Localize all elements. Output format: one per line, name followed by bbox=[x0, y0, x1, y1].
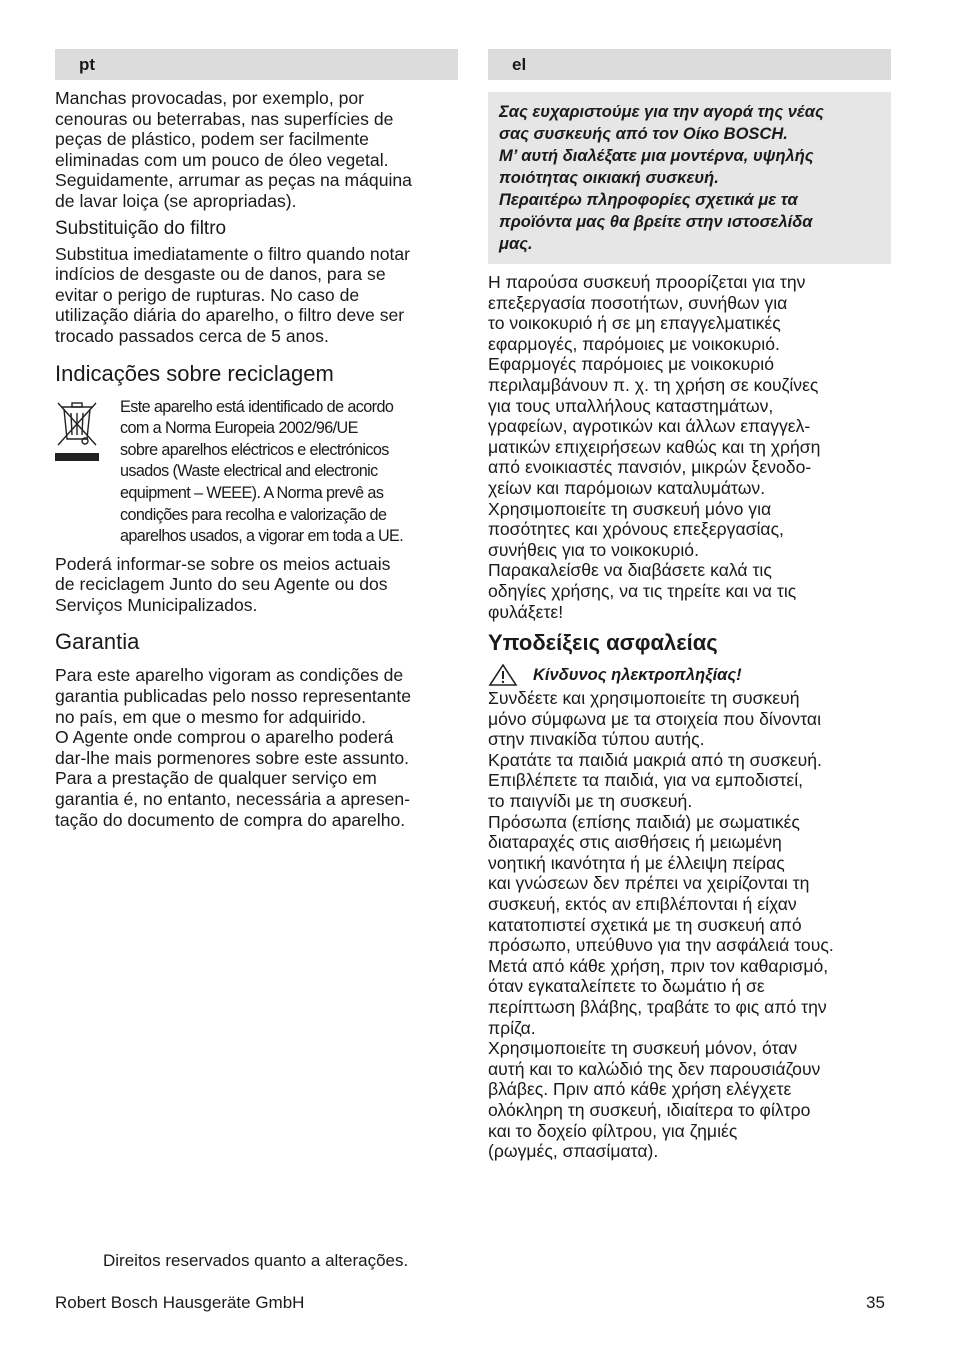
safety-heading: Υποδείξεις ασφαλείας bbox=[488, 630, 718, 656]
warning-triangle-icon bbox=[488, 664, 518, 686]
warning-label: Κίνδυνος ηλεκτροπληξίας! bbox=[533, 665, 742, 684]
stains-paragraph: Manchas provocadas, por exemplo, por cenouras ou beterrabas, nas superfícies de peças de plástico, podem ser facilmente eliminadas com um pouco de óleo vegetal. Seguidamente, arrumar as peças na máquina de lavar loiça (se apropriadas). bbox=[55, 88, 412, 211]
left-column bbox=[55, 49, 458, 830]
language-tab-pt: pt bbox=[55, 49, 458, 80]
electric-shock-warning bbox=[488, 664, 891, 686]
warranty-heading: Garantia bbox=[55, 629, 140, 655]
warranty-paragraph: Para este aparelho vigoram as condições de garantia publicadas pelo nosso representante no país, em que o mesmo for adquirido. O Agente onde comprou o aparelho poderá dar-lhe mais pormenores sobre este assunto. Para a prestação de qualquer serviço em garantia é, no entanto, necessária a apresen- tação do documento de compra do aparelho. bbox=[55, 665, 412, 830]
weee-notice bbox=[55, 397, 458, 548]
usage-paragraph: Η παρούσα συσκευή προορίζεται για την επεξεργασία ποσοτήτων, συνήθων για το νοικοκυριό ή σε μη επαγγελματικές εφαρμογές, παρόμοιες με νοικοκυριό. Εφαρμογές παρόμοιες με νοικοκυριό περιλαμβάνουν π. χ. τη χρήση σε κουζίνες για τους υπαλλήλους καταστημάτων, γραφείων, αγροτικών και άλλων επαγγελ- ματικών επιχειρήσεων καθώς και τη χρήση από ενοικιαστές πανσιόν, μικρών ξενοδο- χείων και παρόμοιων καταλυμάτων. Χρησιμοποιείτε τη συσκευή μόνο για ποσότητες και χρόνους επεξεργασίας, συνήθεις για το νοικοκυριό. Παρακαλείσθε να διαβάσετε καλά τις οδηγίες χρήσης, να τις τηρείτε και να τις φυλάξετε! bbox=[488, 272, 821, 622]
safety-paragraph: Συνδέετε και χρησιμοποιείτε τη συσκευή μόνο σύμφωνα με τα στοιχεία που δίνονται στην πινακίδα τύπου αυτής. Κρατάτε τα παιδιά μακριά από τη συσκευή. Επιβλέπετε τα παιδιά, για να εμποδιστεί, το παιγνίδι με τη συσκευή. Πρόσωπα (επίσης παιδιά) με σωματικές διαταραχές στις αισθήσεις ή μειωμένη νοητική ικανότητα ή με έλλειψη πείρας και γνώσεων δεν πρέπει να χειρίζονται τη συσκευή, εκτός αν επιβλέπονται ή είχαν κατατοπιστεί σχετικά με τη συσκευή από πρόσωπο, υπεύθυνο για την ασφάλειά τους. Μετά από κάθε χρήση, πριν τον καθαρισμό, όταν εγκαταλείπετε το δωμάτιο ή σε περίπτωση βλάβης, τραβάτε το φις από την πρίζα. Χρησιμοποιείτε τη συσκευή μόνον, όταν αυτή και το καλώδιό της δεν παρουσιάζουν βλάβες. Πριν από κάθε χρήση ελέγχετε ολόκληρη τη συσκευή, ιδιαίτερα το φίλτρο και το δοχείο φίλτρου, για ζημιές (ρωγμές, σπασίματα). bbox=[488, 688, 834, 1162]
right-column bbox=[488, 49, 891, 1162]
page-number: 35 bbox=[866, 1293, 885, 1312]
filter-heading: Substituição do filtro bbox=[55, 217, 227, 239]
recycling-info-paragraph: Poderá informar-se sobre os meios actuais de reciclagem Junto do seu Agente ou dos Serviços Municipalizados. bbox=[55, 553, 391, 615]
weee-paragraph: Este aparelho está identificado de acordo com a Norma Europeia 2002/96/UE sobre aparelhos eléctricos e electrónicos usados (Waste electrical and electronic equipment – WEEE). A Norma prevê as condições para recolha e valorização de aparelhos usados, a vigorar em toda a UE. bbox=[120, 397, 404, 546]
language-tab-el: el bbox=[488, 49, 891, 80]
intro-box: Σας ευχαριστούμε για την αγορά της νέας σας συσκευής από τον Οίκο BOSCH. Μ’ αυτή διαλέξατε μια μοντέρνα, υψηλής ποιότητας οικιακή συσκευή. Περαιτέρω πληροφορίες σχετικά με τα προϊόντα μας θα βρείτε στην ιστοσελίδα μας. bbox=[488, 92, 891, 264]
crossed-out-wheelie-bin-icon bbox=[55, 397, 109, 548]
recycling-heading: Indicações sobre reciclagem bbox=[55, 360, 334, 386]
filter-paragraph: Substitua imediatamente o filtro quando notar indícios de desgaste ou de danos, para se evitar o perigo de rupturas. No caso de utilização diária do aparelho, o filtro deve ser trocado passados cerca de 5 anos. bbox=[55, 243, 411, 346]
rights-reserved-note: Direitos reservados quanto a alterações. bbox=[103, 1251, 409, 1270]
company-name: Robert Bosch Hausgeräte GmbH bbox=[55, 1293, 305, 1312]
